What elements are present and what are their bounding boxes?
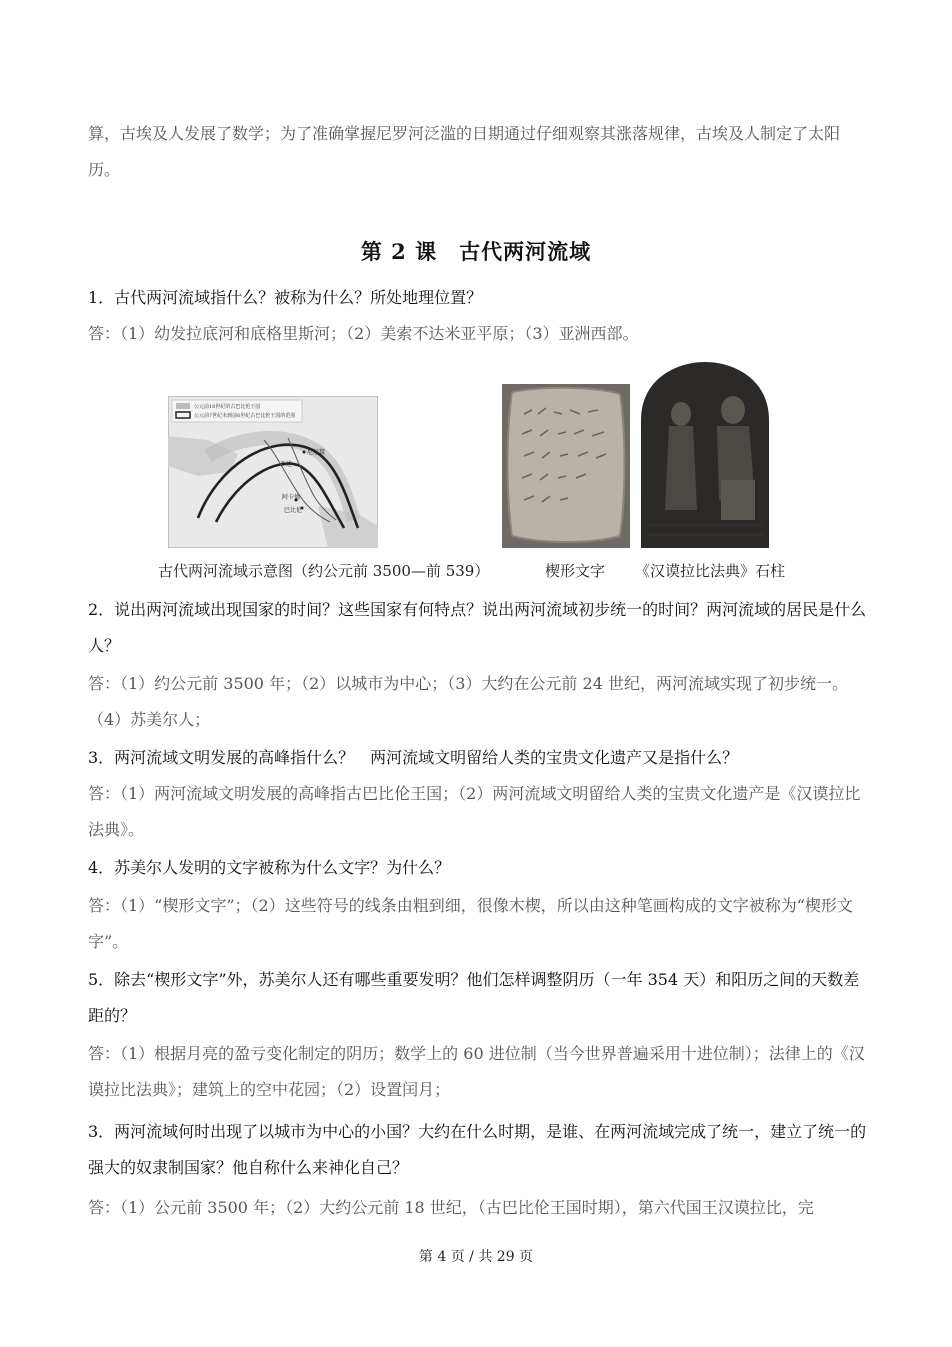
hammurabi-stele-image	[635, 360, 775, 548]
map-legend-1: 公元前18世纪的古巴比伦王国	[194, 404, 261, 410]
lesson-title: 第 2 课 古代两河流域	[360, 239, 592, 264]
cuneiform-tablet-image	[502, 384, 630, 548]
question-2: 2．说出两河流域出现国家的时间？这些国家有何特点？说出两河流域初步统一的时间？两河流域的居民是什么人？	[88, 600, 867, 655]
answer-2: 答：（1）约公元前 3500 年；（2）以城市为中心；（3）大约在公元前 24 世纪，两河流域实现了初步统一。（4）苏美尔人；	[88, 674, 848, 729]
map-label-akade: 阿卡德	[282, 494, 301, 501]
caption-stele: 《汉谟拉比法典》石柱	[635, 562, 786, 580]
question-3: 3．两河流域文明发展的高峰指什么？ 两河流域文明留给人类的宝贵文化遗产又是指什么？	[88, 748, 739, 767]
question-4: 4．苏美尔人发明的文字被称为什么文字？为什么？	[88, 858, 451, 877]
page-footer: 第 4 页 / 共 29 页	[418, 1249, 534, 1265]
caption-cuneiform: 楔形文字	[545, 562, 606, 580]
question-5: 5．除去“楔形文字”外，苏美尔人还有哪些重要发明？他们怎样调整阴历（一年 354 天）和阳历之间的天数差距的？	[88, 970, 860, 1025]
question-6: 3．两河流域何时出现了以城市为中心的小国？大约在什么时期，是谁、在两河流域完成了统一，建立了统一的强大的奴隶制国家？他自称什么来神化自己？	[88, 1122, 867, 1177]
map-label-niniwei: 尼尼微	[307, 449, 326, 456]
answer-1: 答：（1）幼发拉底河和底格里斯河；（2）美索不达米亚平原；（3）亚洲西部。	[88, 324, 639, 343]
question-1: 1．古代两河流域指什么？被称为什么？所处地理位置？	[88, 288, 483, 307]
top-paragraph: 算，古埃及人发展了数学；为了准确掌握尼罗河泛滥的日期通过仔细观察其涨落规律，古埃及人制定了太阳历。	[88, 124, 841, 179]
answer-5: 答：（1）根据月亮的盈亏变化制定的阴历；数学上的 60 进位制（当今世界普遍采用十进位制）；法律上的《汉谟拉比法典》；建筑上的空中花园；（2）设置闰月；	[88, 1044, 865, 1099]
answer-3: 答：（1）两河流域文明发展的高峰指古巴比伦王国；（2）两河流域文明留给人类的宝贵文化遗产是《汉谟拉比法典》。	[88, 784, 861, 839]
answer-4: 答：（1）“楔形文字”；（2）这些符号的线条由粗到细，很像木楔，所以由这种笔画构成的文字被称为“楔形文字”。	[88, 896, 853, 951]
caption-map: 古代两河流域示意图（约公元前 3500—前 539）	[158, 562, 490, 580]
map-label-yashu: 亚述	[280, 461, 293, 468]
answer-6: 答：（1）公元前 3500 年；（2）大约公元前 18 世纪，（古巴比伦王国时期），第六代国王汉谟拉比，完	[88, 1198, 814, 1217]
map-legend-2: 公元前7世纪末到前6世纪古巴比伦王国的范围	[194, 413, 296, 419]
map-label-babilun: 巴比伦	[284, 507, 303, 514]
two-rivers-map	[168, 396, 378, 548]
